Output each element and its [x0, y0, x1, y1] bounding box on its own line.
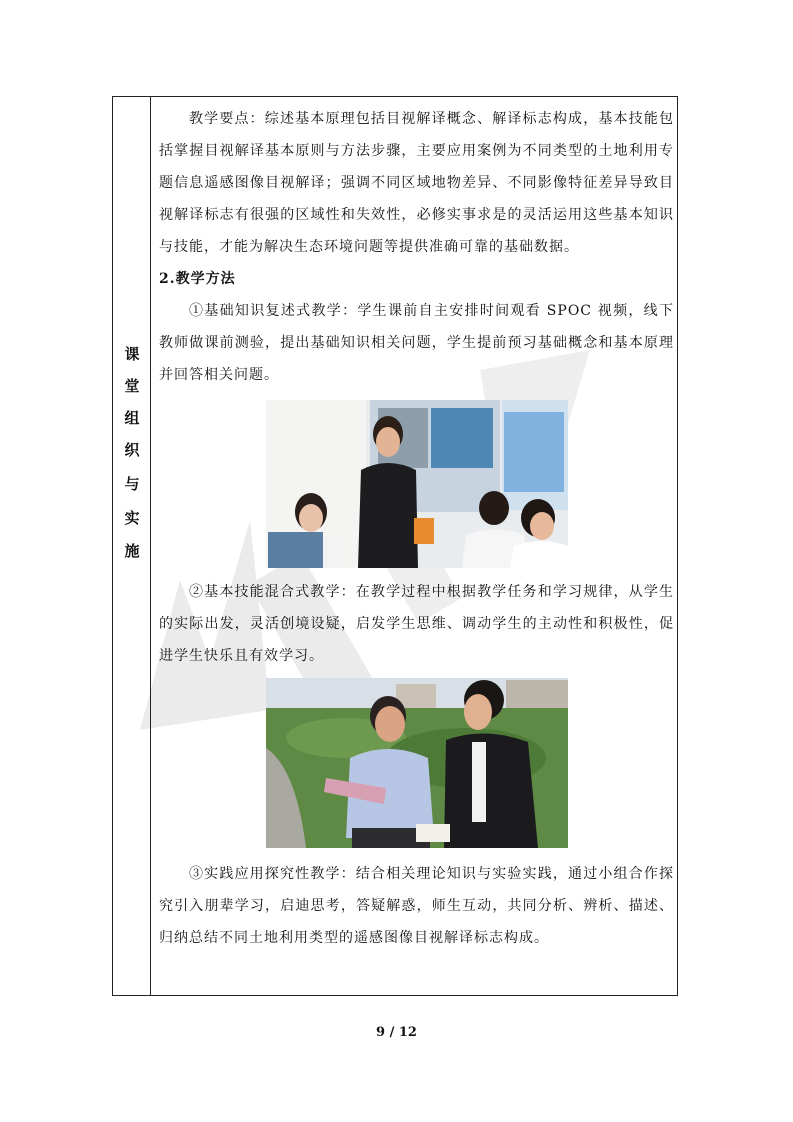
- methods-heading: 2.教学方法: [159, 271, 236, 287]
- section-label-char: 堂: [124, 377, 140, 395]
- key-points-paragraph: 教学要点：综述基本原理包括目视解译概念、解译标志构成，基本技能包括掌握目视解译基本原则与方法步骤，主要应用案例为不同类型的土地利用专题信息遥感图像目视解译；强调不同区域地物差异、不同影像特征差异导致目视解译标志有很强的区域性和失效性，必修实事求是的灵活运用这些基本知识与技能，才能为解决生态环境问题等提供准确可靠的基础数据。: [159, 111, 674, 255]
- lesson-table: [112, 96, 678, 996]
- section-label-char: 课: [124, 345, 140, 363]
- section-label-column: [113, 97, 151, 995]
- section-label-char: 织: [124, 441, 140, 459]
- section-label-char: 实: [124, 509, 140, 527]
- classroom-photo: [266, 400, 568, 568]
- method-2-paragraph: ②基本技能混合式教学：在教学过程中根据教学任务和学习规律，从学生的实际出发，灵活创境设疑，启发学生思维、调动学生的主动性和积极性，促进学生快乐且有效学习。: [159, 584, 674, 664]
- section-label-char: 组: [124, 409, 140, 427]
- section-label-char: 与: [124, 475, 140, 493]
- section-label-char: 施: [124, 542, 140, 560]
- page-number: 9 / 12: [376, 1025, 417, 1040]
- method-1-paragraph: ①基础知识复述式教学：学生课前自主安排时间观看 SPOC 视频，线下教师做课前测验，提出基础知识相关问题，学生提前预习基础概念和基本原理并回答相关问题。: [159, 303, 674, 383]
- method-3-paragraph: ③实践应用探究性教学：结合相关理论知识与实验实践，通过小组合作探究引入朋辈学习，启迪思考，答疑解惑，师生互动，共同分析、辨析、描述、归纳总结不同土地利用类型的遥感图像目视解译标志构成。: [159, 866, 674, 946]
- field-photo: [266, 678, 568, 848]
- content-cell: [159, 103, 674, 954]
